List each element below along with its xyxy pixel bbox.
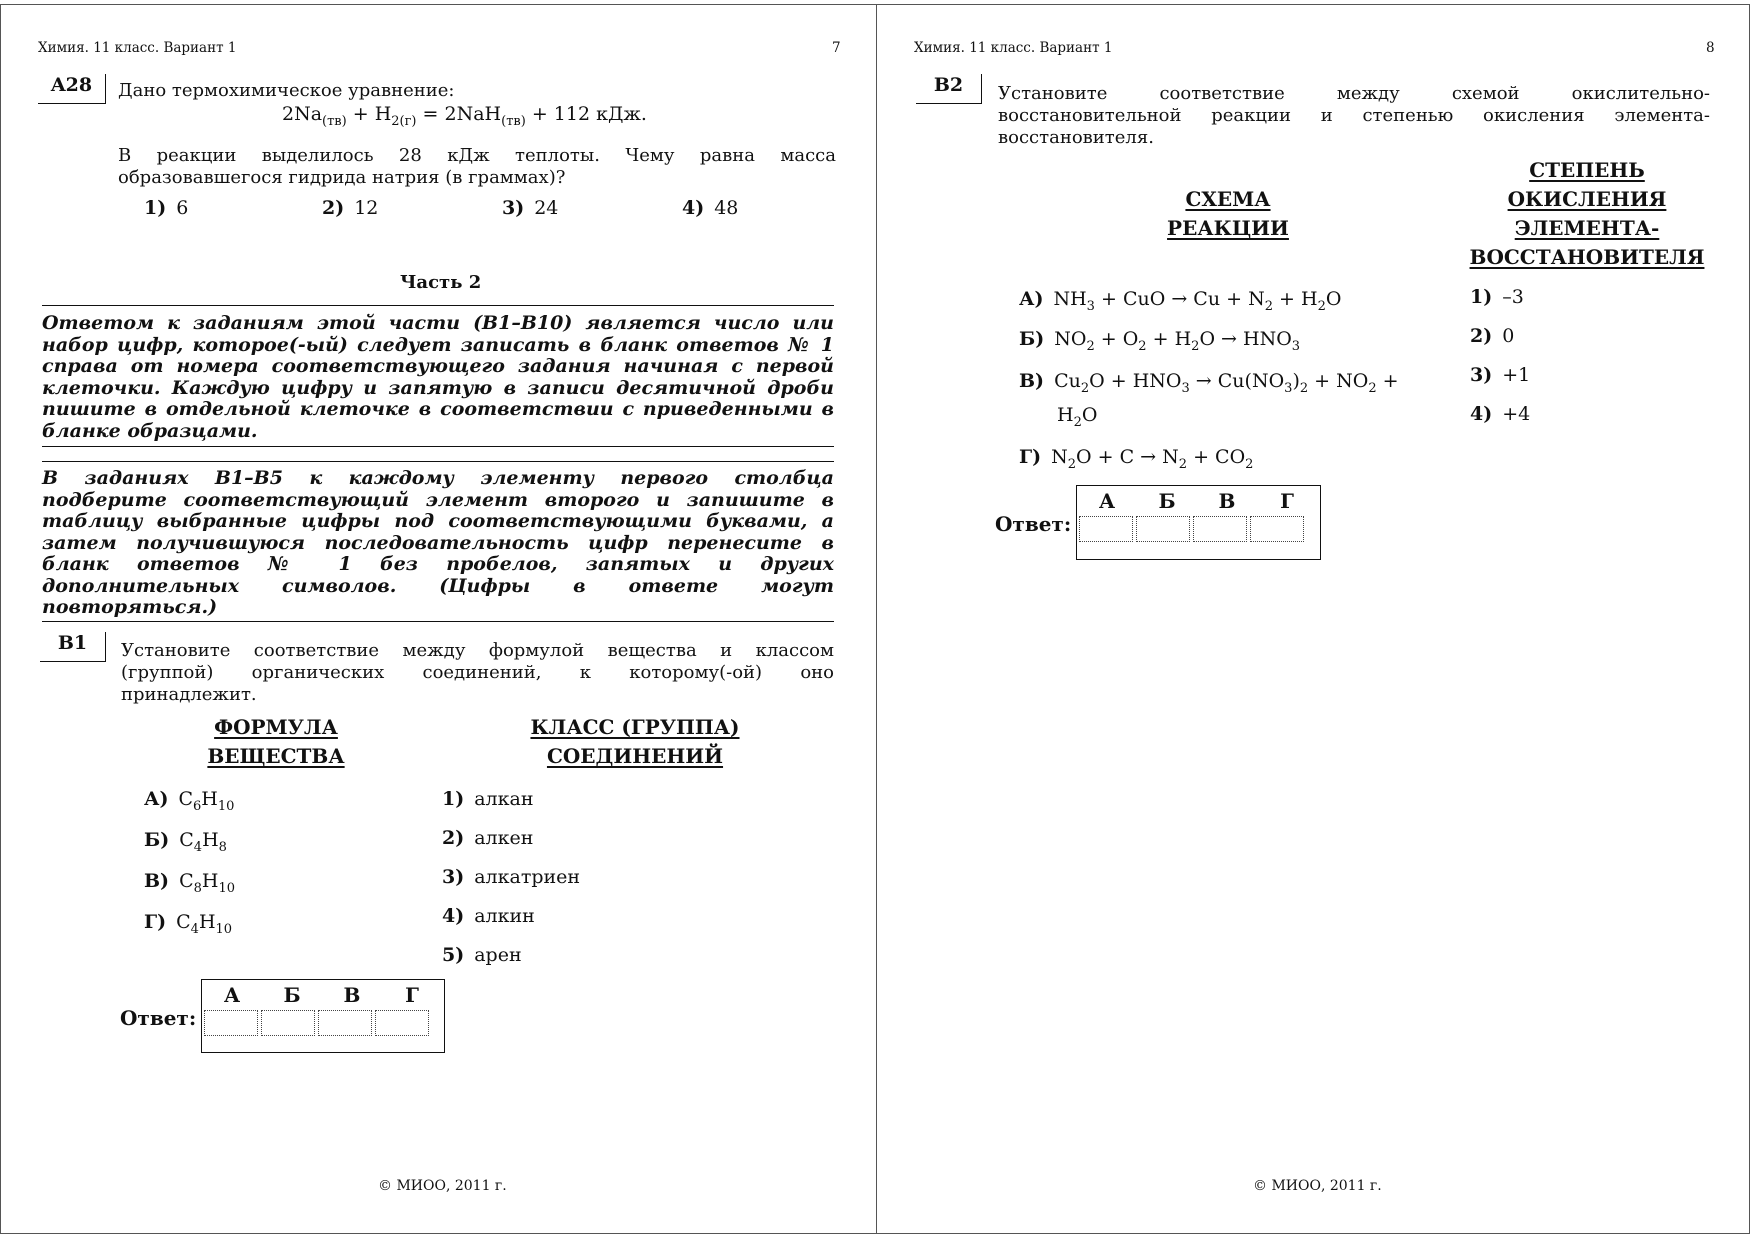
b1-answer-cell-d[interactable]: [375, 1010, 429, 1036]
b2-text-line3: восстановителя.: [998, 127, 1154, 148]
b1-class-1: 1) алкан: [442, 788, 534, 810]
b2-answer-table: [1076, 485, 1321, 560]
b2-answer-cell-a[interactable]: [1079, 516, 1133, 542]
a28-option-1: 1) 6: [144, 197, 189, 219]
b2-text-line1: Установите соответствие между схемой окислительно-: [998, 83, 1710, 104]
b1-formula-c: В) $C_8H_{10}$: [144, 870, 236, 896]
b2-state-1: 1) –3: [1470, 286, 1524, 308]
b2-answer-cell-b[interactable]: [1136, 516, 1190, 542]
b1-text-line2: (группой) органических соединений, к которому(-ой) оно: [121, 662, 834, 683]
a28-option-3: 3) 24: [502, 197, 559, 219]
b2-text-line2: восстановительной реакции и степенью окисления элемента-: [998, 105, 1710, 126]
b1-answer-head-b: Б: [283, 983, 301, 1007]
b1-formula-b: Б) $C_4H_8$: [144, 829, 227, 855]
b1-class-4: 4) алкин: [442, 905, 535, 927]
b1-column-head-class: КЛАСС (ГРУППА) СОЕДИНЕНИЙ: [530, 715, 740, 768]
b2-answer-head-d: Г: [1280, 489, 1294, 513]
b1-answer-table: [201, 979, 445, 1053]
a28-question-line1: В реакции выделилось 28 кДж теплоты. Чему равна масса: [118, 145, 836, 166]
left-page-number: 7: [832, 40, 841, 56]
task-tag-b1: B1: [40, 632, 106, 662]
part2-instruction2: В заданиях В1–В5 к каждому элементу первого столбца подберите соответствующий элемент второго и запишите в таблицу выбранные цифры под соответствующими буквами, а затем получившуюся последовательность цифр перенесите в бланк ответов № 1 без пробелов, запятых и других дополнительных символов. (Цифры в ответе могут повторяться.): [42, 467, 834, 618]
b2-answer-head-a: А: [1098, 489, 1116, 513]
b1-answer-cell-b[interactable]: [261, 1010, 315, 1036]
b2-reaction-c-line2: $H_2O$: [1057, 404, 1098, 430]
b2-column-head-scheme: СХЕМА РЕАКЦИИ: [1167, 187, 1289, 240]
b1-class-3: 3) алкатриен: [442, 866, 581, 888]
b2-answer-label: Ответ:: [995, 512, 1072, 536]
page-divider: [876, 4, 877, 1234]
a28-question-line2: образовавшегося гидрида натрия (в граммах)?: [118, 167, 566, 188]
b2-state-4: 4) +4: [1470, 403, 1531, 425]
b1-class-5: 5) арен: [442, 944, 522, 966]
b2-reaction-d: Г) $N_2O + C \to N_2 + CO_2$: [1019, 446, 1254, 472]
a28-option-2: 2) 12: [322, 197, 379, 219]
b2-state-3: 3) +1: [1470, 364, 1531, 386]
a28-intro: Дано термохимическое уравнение:: [118, 80, 455, 101]
b1-answer-head-d: Г: [405, 983, 419, 1007]
b1-answer-cell-c[interactable]: [318, 1010, 372, 1036]
rule-bottom-instruction2: [42, 621, 834, 622]
a28-option-4: 4) 48: [682, 197, 739, 219]
b2-answer-head-b: Б: [1158, 489, 1176, 513]
b2-reaction-b: Б) $NO_2 + O_2 + H_2O \to HNO_3$: [1019, 328, 1301, 354]
right-footer: © МИОО, 2011 г.: [1253, 1178, 1382, 1194]
b2-reaction-c: В) $Cu_2O + HNO_3 \to Cu(NO_3)_2 + NO_2$ +: [1019, 370, 1399, 396]
task-tag-b2: B2: [916, 74, 982, 104]
b1-formula-a: А) $C_6H_{10}$: [144, 788, 235, 814]
left-header-title: Химия. 11 класс. Вариант 1: [38, 40, 237, 56]
right-page-number: 8: [1706, 40, 1715, 56]
b1-answer-label: Ответ:: [120, 1006, 197, 1030]
rule-between-instructions-1: [42, 446, 834, 447]
left-footer: © МИОО, 2011 г.: [378, 1178, 507, 1194]
b1-answer-head-a: А: [223, 983, 241, 1007]
part2-instruction1: Ответом к заданиям этой части (В1–В10) является число или набор цифр, которое(-ый) следует записать в бланк ответов № 1 справа от номера соответствующего задания начиная с первой клеточки. Каждую цифру и запятую в записи десятичной дроби пишите в отдельной клеточке в соответствии с приведенными в бланке образцами.: [42, 312, 834, 442]
b2-column-head-oxidation: СТЕПЕНЬ ОКИСЛЕНИЯ ЭЛЕМЕНТА- ВОССТАНОВИТЕЛЯ: [1469, 158, 1705, 269]
b1-text-line3: принадлежит.: [121, 684, 257, 705]
b1-column-head-formula: ФОРМУЛА ВЕЩЕСТВА: [207, 715, 345, 768]
b1-answer-cell-a[interactable]: [204, 1010, 258, 1036]
b1-class-2: 2) алкен: [442, 827, 534, 849]
b2-state-2: 2) 0: [1470, 325, 1515, 347]
a28-equation: $2Na_{(тв)} + H_{2(г)} = 2NaH_{(тв)} + 112$ кДж.: [282, 103, 647, 129]
task-tag-a28: A28: [38, 74, 106, 104]
rule-between-instructions-2: [42, 461, 834, 462]
rule-top-instruction1: [42, 305, 834, 306]
b1-text-line1: Установите соответствие между формулой вещества и классом: [121, 640, 834, 661]
b2-reaction-a: А) $NH_3$ + CuO → $Cu + N_2 + H_2O$: [1019, 288, 1342, 314]
b2-answer-cell-d[interactable]: [1250, 516, 1304, 542]
b2-answer-cell-c[interactable]: [1193, 516, 1247, 542]
b2-answer-head-c: В: [1218, 489, 1236, 513]
b1-answer-head-c: В: [343, 983, 361, 1007]
part2-title: Часть 2: [400, 272, 482, 293]
right-header-title: Химия. 11 класс. Вариант 1: [914, 40, 1113, 56]
b1-formula-d: Г) $C_4H_{10}$: [144, 911, 233, 937]
